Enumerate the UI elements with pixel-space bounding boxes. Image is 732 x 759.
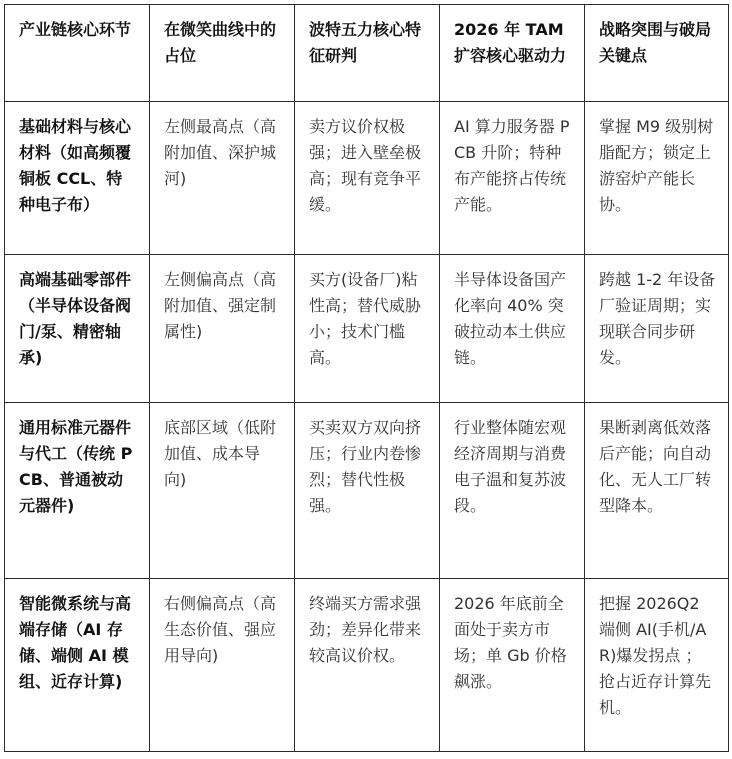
table-cell: 智能微系统与高端存储（AI 存储、端侧 AI 模组、近存计算)	[5, 579, 150, 752]
table-header-row	[5, 5, 729, 102]
table-cell: 通用标准元器件与代工（传统 PCB、普通被动元器件)	[5, 403, 150, 579]
table-cell: 基础材料与核心材料（如高频覆铜板 CCL、特种电子布）	[5, 102, 150, 255]
table-cell: 2026 年底前全面处于卖方市场；单 Gb 价格飙涨。	[440, 579, 585, 752]
table-cell: 买卖双方双向挤压；行业内卷惨烈；替代性极强。	[295, 403, 440, 579]
table-cell: 把握 2026Q2 端侧 AI(手机/AR)爆发拐点 ；抢占近存计算先机。	[585, 579, 729, 752]
table-cell: 果断剥离低效落后产能；向自动化、无人工厂转型降本。	[585, 403, 729, 579]
industry-chain-table	[4, 4, 729, 752]
table-cell: 掌握 M9 级别树脂配方；锁定上游窑炉产能长协。	[585, 102, 729, 255]
header-strategic-breakthrough: 战略突围与破局关键点	[585, 5, 729, 102]
table-cell: AI 算力服务器 PCB 升阶；特种布产能挤占传统产能。	[440, 102, 585, 255]
table-cell: 终端买方需求强劲；差异化带来较高议价权。	[295, 579, 440, 752]
header-chain-segment: 产业链核心环节	[5, 5, 150, 102]
table-cell: 行业整体随宏观经济周期与消费电子温和复苏波段。	[440, 403, 585, 579]
table-cell: 底部区域（低附加值、成本导向)	[150, 403, 295, 579]
table-cell: 高端基础零部件（半导体设备阀门/泵、精密轴承)	[5, 255, 150, 403]
table-cell: 左侧偏高点（高附加值、强定制属性)	[150, 255, 295, 403]
table-cell: 卖方议价权极强；进入壁垒极高；现有竞争平缓。	[295, 102, 440, 255]
table-cell: 买方(设备厂)粘性高；替代威胁小；技术门槛高。	[295, 255, 440, 403]
table-cell: 半导体设备国产化率向 40% 突破拉动本土供应链。	[440, 255, 585, 403]
table-cell: 右侧偏高点（高生态价值、强应用导向)	[150, 579, 295, 752]
table-cell: 跨越 1-2 年设备厂验证周期；实现联合同步研发。	[585, 255, 729, 403]
header-porter-five-forces: 波特五力核心特征研判	[295, 5, 440, 102]
table-row	[5, 579, 729, 752]
table-row	[5, 403, 729, 579]
table-row	[5, 255, 729, 403]
header-tam-drivers: 2026 年 TAM 扩容核心驱动力	[440, 5, 585, 102]
table-cell: 左侧最高点（高附加值、深护城河)	[150, 102, 295, 255]
table-row	[5, 102, 729, 255]
header-smile-curve-position: 在微笑曲线中的占位	[150, 5, 295, 102]
